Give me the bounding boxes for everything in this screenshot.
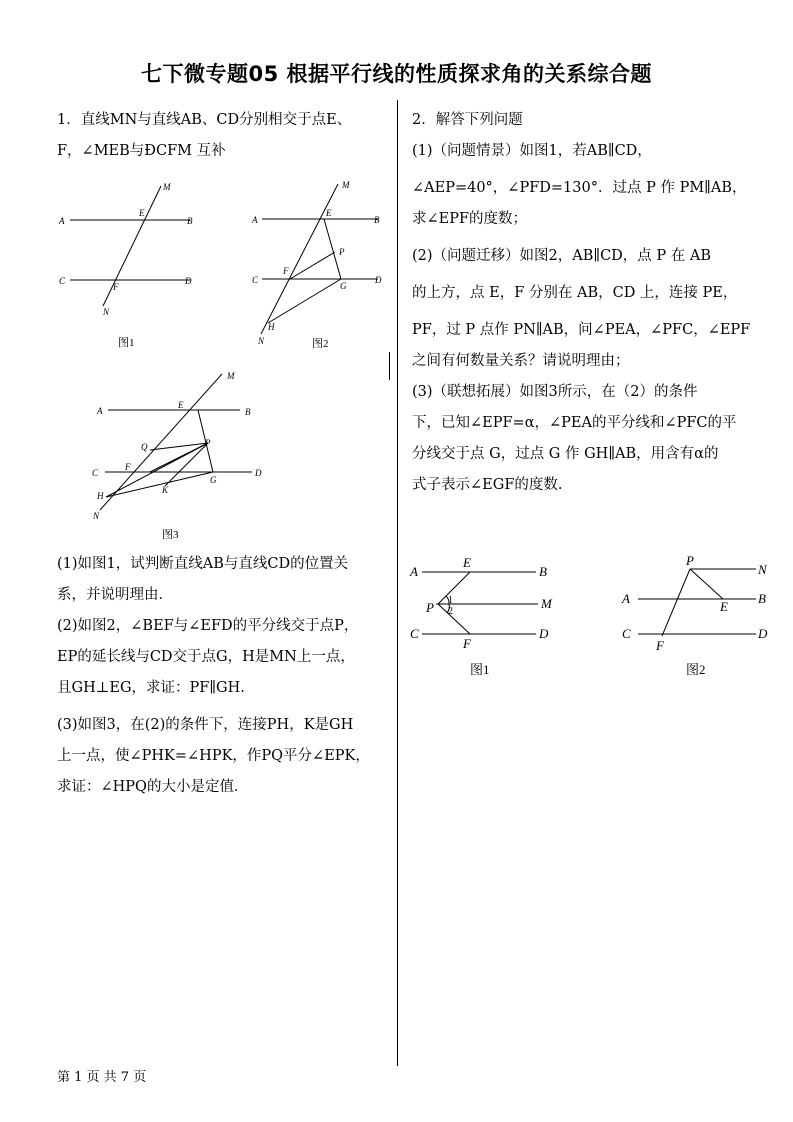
p2-fig1-caption: 图1 bbox=[470, 662, 490, 677]
page-title: 七下微专题05 根据平行线的性质探求角的关系综合题 bbox=[140, 62, 653, 86]
fig2-caption: 图2 bbox=[312, 338, 329, 350]
problem-1-questions bbox=[57, 549, 392, 803]
svg-text:A: A bbox=[59, 216, 65, 226]
svg-text:H: H bbox=[268, 322, 275, 332]
svg-text:F: F bbox=[283, 266, 289, 276]
q3-line2: 上一点，使∠PHK=∠HPK，作PQ平分∠EPK， bbox=[57, 748, 370, 764]
p2-q3-line3: 分线交于点 G，过点 G 作 GH∥AB，用含有α的 bbox=[412, 446, 719, 462]
svg-text:N: N bbox=[258, 336, 265, 346]
column-divider bbox=[397, 100, 398, 1066]
problem-1-figure-1 bbox=[55, 178, 215, 353]
svg-text:N: N bbox=[93, 511, 100, 521]
svg-text:1: 1 bbox=[448, 595, 453, 606]
p2-q1-line3: 求∠EPF的度数； bbox=[412, 211, 528, 227]
svg-text:E: E bbox=[178, 400, 184, 410]
svg-text:B: B bbox=[758, 591, 766, 606]
svg-text:F: F bbox=[113, 282, 119, 292]
svg-text:Q: Q bbox=[141, 442, 148, 452]
svg-text:F: F bbox=[656, 638, 664, 653]
svg-text:P: P bbox=[205, 438, 211, 448]
svg-text:M: M bbox=[163, 182, 171, 192]
problem-1-figure-2 bbox=[250, 172, 395, 354]
p2-q3-line4: 式子表示∠EGF的度数. bbox=[412, 477, 563, 493]
svg-text:2: 2 bbox=[448, 606, 453, 617]
p2-fig2-caption: 图2 bbox=[686, 662, 706, 677]
q2-line2: EP的延长线与CD交于点G，H是MN上一点， bbox=[57, 649, 355, 665]
problem-1 bbox=[57, 105, 387, 167]
svg-text:P: P bbox=[339, 247, 345, 257]
column-divider-short bbox=[389, 352, 390, 380]
p2-q2-line2: 的上方，点 E，F 分别在 AB，CD 上，连接 PE， bbox=[412, 285, 738, 301]
problem-2 bbox=[412, 105, 752, 501]
svg-text:B: B bbox=[187, 216, 193, 226]
svg-text:E: E bbox=[326, 208, 332, 218]
page-footer: 第 1 页 共 7 页 bbox=[57, 1070, 147, 1085]
svg-text:A: A bbox=[252, 215, 258, 225]
svg-text:A: A bbox=[97, 406, 103, 416]
svg-text:P: P bbox=[686, 553, 694, 568]
p2-q3-line2: 下，已知∠EPF=α，∠PEA的平分线和∠PFC的平 bbox=[412, 415, 737, 431]
svg-text:G: G bbox=[210, 475, 217, 485]
svg-text:E: E bbox=[720, 599, 728, 614]
svg-text:C: C bbox=[252, 275, 259, 285]
svg-text:M: M bbox=[342, 180, 350, 190]
svg-text:N: N bbox=[758, 562, 767, 577]
problem-1-figure-3 bbox=[90, 362, 275, 546]
svg-text:G: G bbox=[340, 281, 347, 291]
p2-q3-line1: (3)（联想拓展）如图3所示，在（2）的条件 bbox=[412, 384, 698, 400]
q2-line3: 且GH⊥EG，求证：PF∥GH. bbox=[57, 680, 245, 696]
svg-text:C: C bbox=[59, 276, 66, 286]
p2-q2-line1: (2)（问题迁移）如图2，AB∥CD，点 P 在 AB bbox=[412, 248, 712, 264]
svg-text:D: D bbox=[255, 468, 262, 478]
svg-text:D: D bbox=[375, 275, 382, 285]
problem-2-figure-1 bbox=[408, 552, 568, 682]
q1-line2: 系，并说明理由． bbox=[57, 587, 173, 603]
svg-text:E: E bbox=[463, 555, 471, 570]
fig1-caption: 图1 bbox=[118, 337, 135, 349]
svg-text:F: F bbox=[463, 636, 471, 651]
svg-text:C: C bbox=[92, 468, 99, 478]
svg-text:N: N bbox=[103, 307, 110, 317]
p2-q1-line2: ∠AEP=40°，∠PFD=130°．过点 P 作 PM∥AB， bbox=[412, 180, 747, 196]
svg-text:D: D bbox=[758, 626, 768, 641]
p2-q2-line3: PF，过 P 点作 PN∥AB，问∠PEA，∠PFC，∠EPF bbox=[412, 322, 751, 338]
svg-text:C: C bbox=[622, 626, 631, 641]
q1-line1: (1)如图1，试判断直线AB与直线CD的位置关 bbox=[57, 556, 349, 572]
problem-2-figure-2 bbox=[618, 552, 778, 682]
q3-line3: 求证：∠HPQ的大小是定值． bbox=[57, 779, 249, 795]
svg-text:D: D bbox=[539, 626, 549, 641]
line-mn bbox=[103, 186, 161, 306]
svg-text:M: M bbox=[541, 596, 552, 611]
svg-text:M: M bbox=[227, 371, 235, 381]
svg-text:F: F bbox=[125, 462, 131, 472]
svg-text:K: K bbox=[162, 485, 169, 495]
fig3-caption: 图3 bbox=[162, 529, 179, 541]
svg-text:A: A bbox=[622, 591, 630, 606]
problem-1-stem-line2: F，∠MEB与ÐCFM 互补 bbox=[57, 143, 226, 159]
q3-line1: (3)如图3，在(2)的条件下，连接PH，K是GH bbox=[57, 717, 354, 733]
svg-text:E: E bbox=[139, 208, 145, 218]
q2-line1: (2)如图2，∠BEF与∠EFD的平分线交于点P， bbox=[57, 618, 359, 634]
problem-1-stem-line1: 1．直线MN与直线AB、CD分别相交于点E、 bbox=[57, 112, 352, 128]
svg-text:C: C bbox=[410, 626, 419, 641]
svg-text:B: B bbox=[245, 407, 251, 417]
problem-2-heading: 2．解答下列问题 bbox=[412, 112, 523, 128]
svg-text:P: P bbox=[426, 600, 434, 615]
svg-text:H: H bbox=[97, 491, 104, 501]
svg-text:A: A bbox=[410, 564, 418, 579]
p2-q2-line4: 之间有何数量关系？请说明理由； bbox=[412, 353, 630, 369]
p2-q1-line1: (1)（问题情景）如图1，若AB∥CD， bbox=[412, 143, 652, 159]
svg-text:B: B bbox=[539, 564, 547, 579]
svg-text:B: B bbox=[374, 215, 380, 225]
svg-text:D: D bbox=[185, 276, 192, 286]
